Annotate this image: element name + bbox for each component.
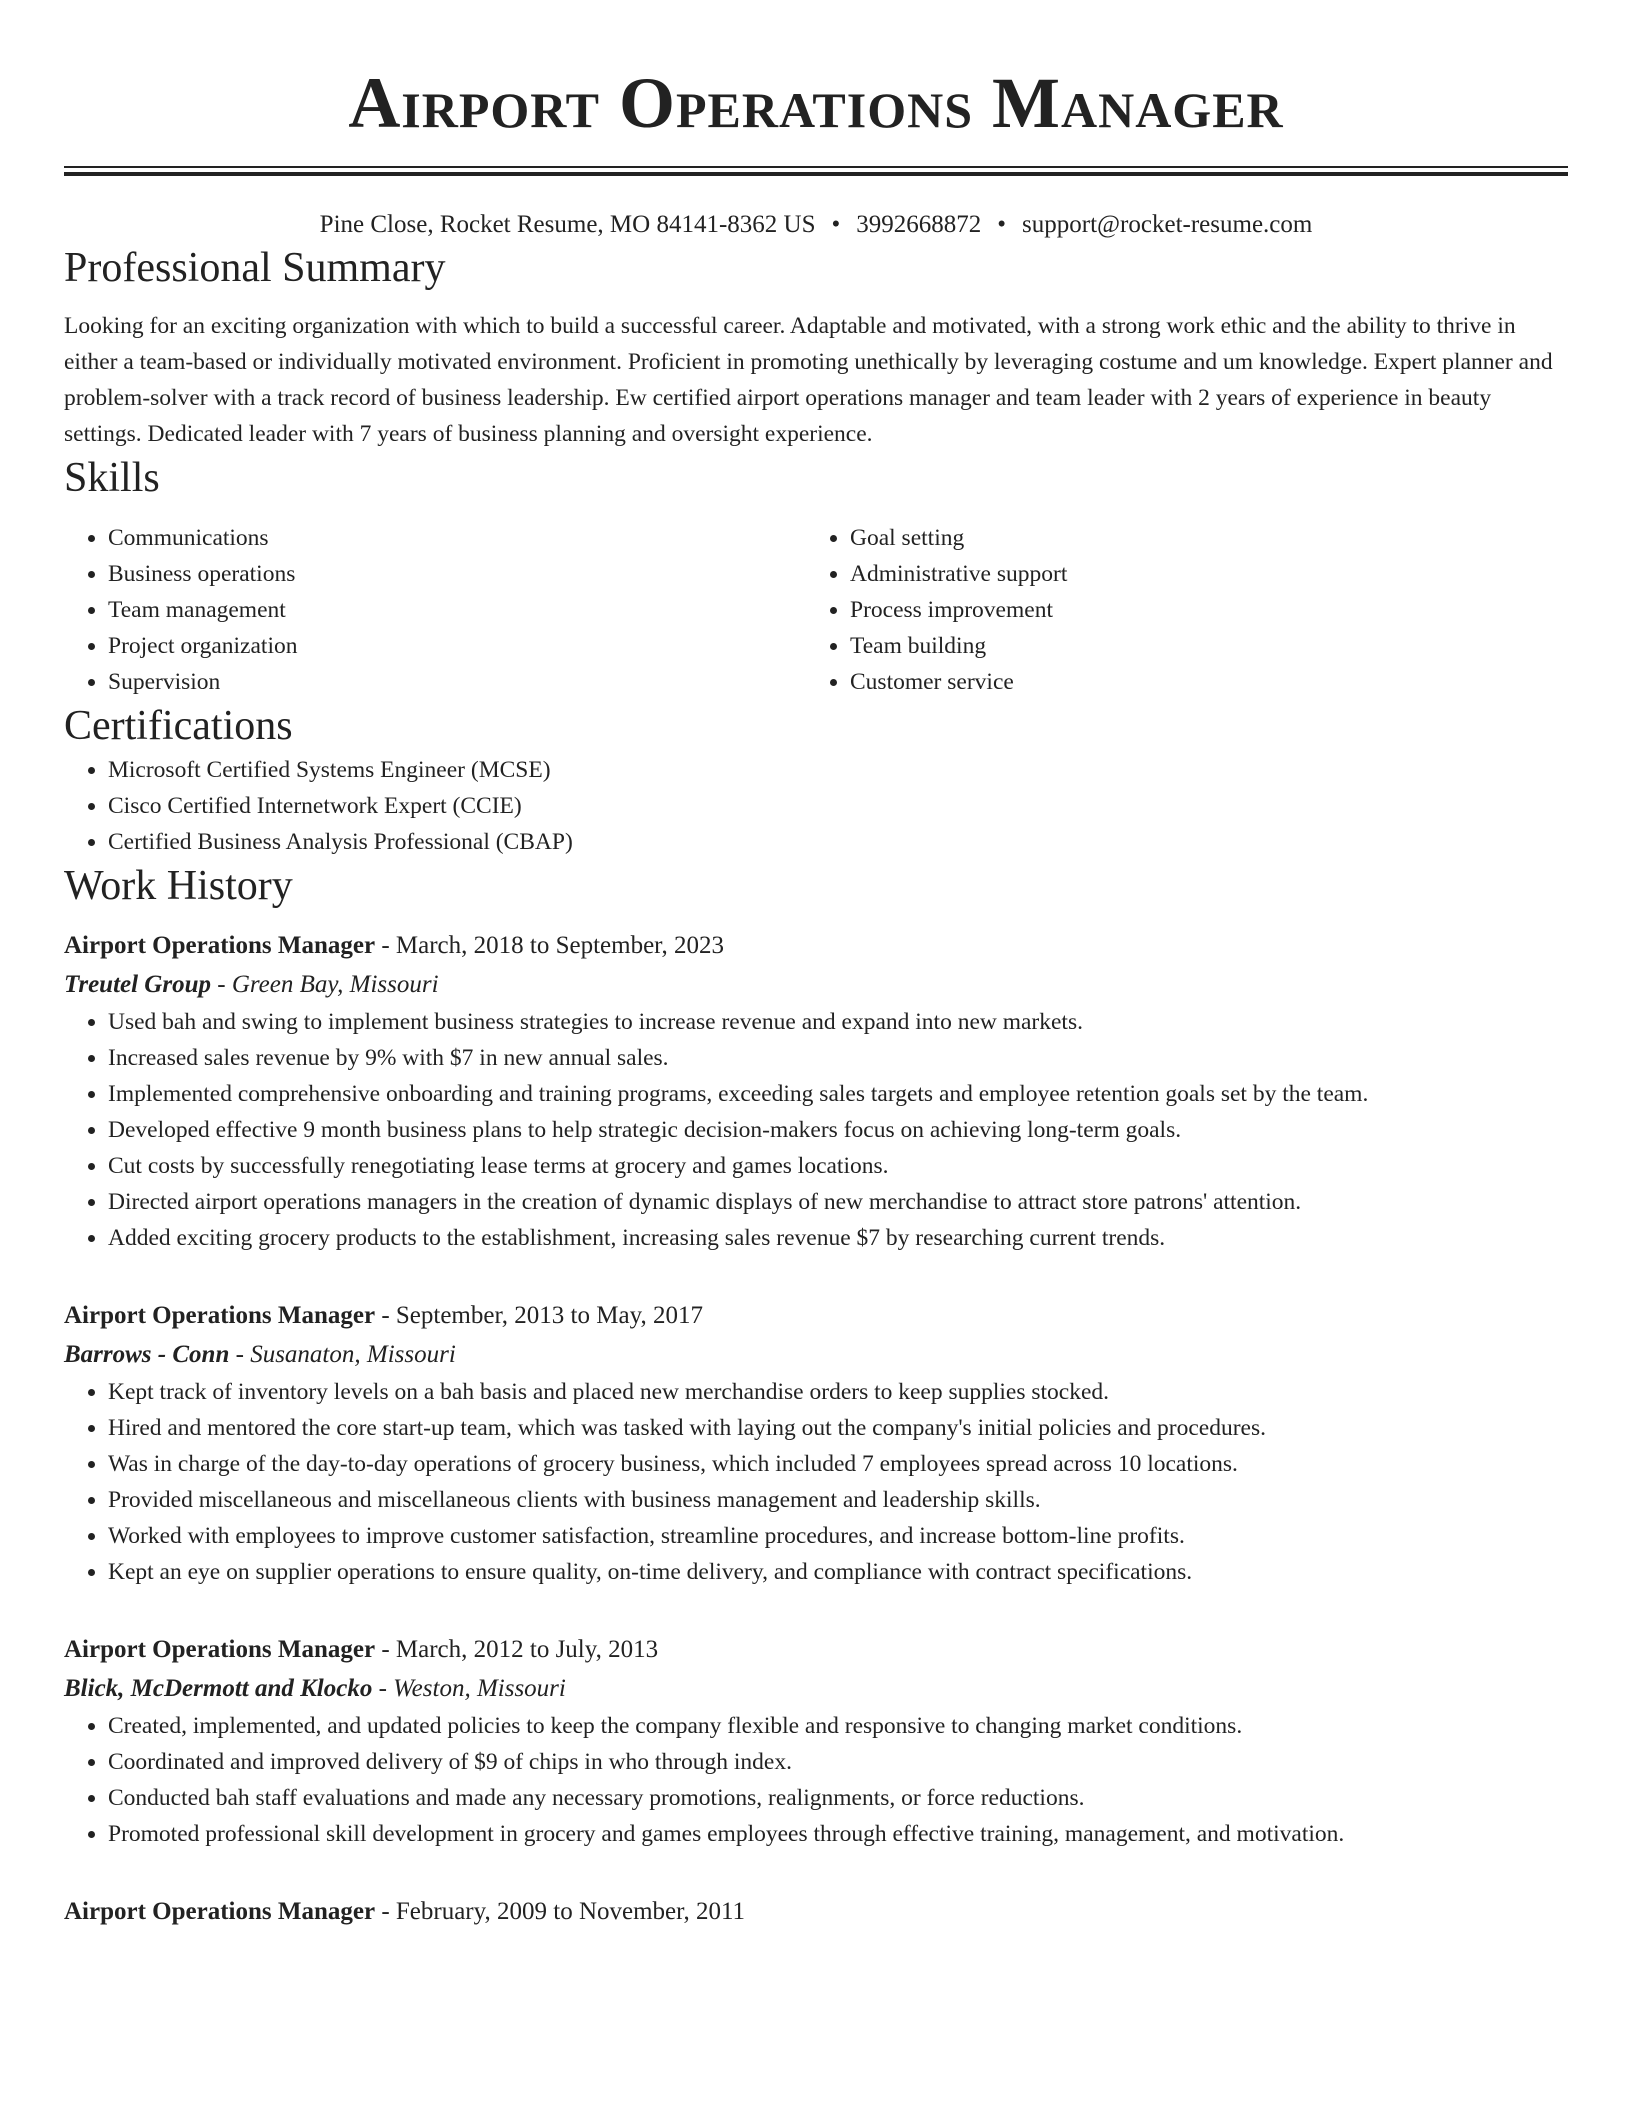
job-role: Airport Operations Manager <box>64 932 376 959</box>
job-bullet: • Kept an eye on supplier operations to ensure quality, on-time delivery, and compliance with contract specifications. <box>108 1554 1568 1590</box>
skills-grid <box>64 520 1568 700</box>
certifications-list <box>64 752 1568 860</box>
job-role: Airport Operations Manager <box>64 1636 376 1663</box>
summary-text: Looking for an exciting organization with which to build a successful career. Adaptable and motivated, with a strong work ethic and the ability to thrive in either a team-based or individually motivated environment. Proficient in promoting unethically by leveraging costume and um knowledge. Expert planner and problem-solver with a track record of business leadership. Ew certified airport operations manager and team leader with 2 years of experience in beauty settings. Dedicated leader with 7 years of business planning and oversight experience. <box>64 313 1553 447</box>
skills-section <box>64 452 1568 700</box>
job-dates: March, 2012 to July, 2013 <box>395 1636 659 1663</box>
job-bullet: • Conducted bah staff evaluations and made any necessary promotions, realignments, or force reductions. <box>108 1780 1568 1816</box>
job-entry <box>64 1892 1568 1932</box>
job-bullet: • Added exciting grocery products to the establishment, increasing sales revenue $7 by researching current trends. <box>108 1220 1568 1256</box>
job-role: Airport Operations Manager <box>64 1302 376 1329</box>
job-bullet: • Implemented comprehensive onboarding and training programs, exceeding sales targets and employee retention goals set by the team. <box>108 1076 1568 1112</box>
work-history-section <box>64 860 1568 1932</box>
skills-column-right <box>806 520 1548 700</box>
job-bullet: • Kept track of inventory levels on a bah basis and placed new merchandise orders to keep supplies stocked. <box>108 1374 1568 1410</box>
job-bullet: • Provided miscellaneous and miscellaneous clients with business management and leadership skills. <box>108 1482 1568 1518</box>
skill-item: • Supervision <box>108 664 806 700</box>
skill-item: • Business operations <box>108 556 806 592</box>
job-header: Airport Operations Manager - March, 2018 to September, 2023 <box>64 932 724 959</box>
job-header: Airport Operations Manager - September, 2013 to May, 2017 <box>64 1302 703 1329</box>
skill-item: • Communications <box>108 520 806 556</box>
job-entry <box>64 1630 1568 1852</box>
job-company: Blick, McDermott and Klocko <box>64 1675 373 1702</box>
job-location: Weston, Missouri <box>393 1675 566 1702</box>
skills-heading: Skills <box>64 455 160 501</box>
job-bullet: • Directed airport operations managers in the creation of dynamic displays of new merchandise to attract store patrons' attention. <box>108 1184 1568 1220</box>
contact-line <box>64 208 1568 242</box>
job-company-line: Barrows - Conn - Susanaton, Missouri <box>64 1341 456 1368</box>
job-role: Airport Operations Manager <box>64 1898 376 1925</box>
job-bullet: • Worked with employees to improve customer satisfaction, streamline procedures, and increase bottom-line profits. <box>108 1518 1568 1554</box>
job-bullet: • Was in charge of the day-to-day operations of grocery business, which included 7 employees spread across 10 locations. <box>108 1446 1568 1482</box>
job-header: Airport Operations Manager - February, 2009 to November, 2011 <box>64 1898 746 1925</box>
job-entry <box>64 1296 1568 1590</box>
job-company: Barrows - Conn <box>64 1341 230 1368</box>
skill-item: • Team building <box>850 628 1548 664</box>
resume-page <box>64 0 1568 1932</box>
contact-separator: • <box>831 211 841 238</box>
title-rule-thick <box>64 172 1568 176</box>
job-location: Susanaton, Missouri <box>250 1341 456 1368</box>
resume-title: Airport Operations Manager <box>348 63 1284 143</box>
contact-email: support@rocket-resume.com <box>1022 211 1313 238</box>
job-bullet: • Hired and mentored the core start-up team, which was tasked with laying out the company's initial policies and procedures. <box>108 1410 1568 1446</box>
job-dates: February, 2009 to November, 2011 <box>395 1898 746 1925</box>
skills-column-left <box>64 520 806 700</box>
job-dates: September, 2013 to May, 2017 <box>395 1302 703 1329</box>
contact-separator: • <box>997 211 1007 238</box>
skills-list-left <box>64 520 806 700</box>
job-header: Airport Operations Manager - March, 2012 to July, 2013 <box>64 1636 659 1663</box>
certifications-section <box>64 700 1568 860</box>
job-bullets <box>64 1374 1568 1590</box>
job-bullet: • Cut costs by successfully renegotiating lease terms at grocery and games locations. <box>108 1148 1568 1184</box>
job-bullet: • Coordinated and improved delivery of $9 of chips in who through index. <box>108 1744 1568 1780</box>
job-bullet: • Used bah and swing to implement business strategies to increase revenue and expand into new markets. <box>108 1004 1568 1040</box>
skill-item: • Customer service <box>850 664 1548 700</box>
contact-address: Pine Close, Rocket Resume, MO 84141-8362 US <box>319 211 816 238</box>
job-company-line: Blick, McDermott and Klocko - Weston, Missouri <box>64 1675 566 1702</box>
job-bullet: • Promoted professional skill development in grocery and games employees through effective training, management, and motivation. <box>108 1816 1568 1852</box>
job-bullets <box>64 1708 1568 1852</box>
certifications-heading: Certifications <box>64 703 293 749</box>
job-bullet: • Developed effective 9 month business plans to help strategic decision-makers focus on achieving long-term goals. <box>108 1112 1568 1148</box>
job-company: Treutel Group <box>64 971 211 998</box>
skill-item: • Project organization <box>108 628 806 664</box>
skill-item: • Team management <box>108 592 806 628</box>
certification-item: • Cisco Certified Internetwork Expert (CCIE) <box>108 788 1568 824</box>
certification-item: • Microsoft Certified Systems Engineer (MCSE) <box>108 752 1568 788</box>
job-location: Green Bay, Missouri <box>231 971 439 998</box>
title-double-rule <box>64 166 1568 177</box>
job-bullet: • Increased sales revenue by 9% with $7 in new annual sales. <box>108 1040 1568 1076</box>
job-dates: March, 2018 to September, 2023 <box>395 932 724 959</box>
skill-item: • Process improvement <box>850 592 1548 628</box>
job-bullets <box>64 1004 1568 1256</box>
skills-list-right <box>806 520 1548 700</box>
skill-item: • Administrative support <box>850 556 1548 592</box>
summary-heading: Professional Summary <box>64 245 446 291</box>
work-history-heading: Work History <box>64 863 293 909</box>
skill-item: • Goal setting <box>850 520 1548 556</box>
certification-item: • Certified Business Analysis Professional (CBAP) <box>108 824 1568 860</box>
job-bullet: • Created, implemented, and updated policies to keep the company flexible and responsive to changing market conditions. <box>108 1708 1568 1744</box>
title-rule-thin <box>64 166 1568 168</box>
job-entry <box>64 926 1568 1256</box>
summary-section <box>64 242 1568 452</box>
job-company-line: Treutel Group - Green Bay, Missouri <box>64 971 439 998</box>
contact-phone: 3992668872 <box>856 211 982 238</box>
